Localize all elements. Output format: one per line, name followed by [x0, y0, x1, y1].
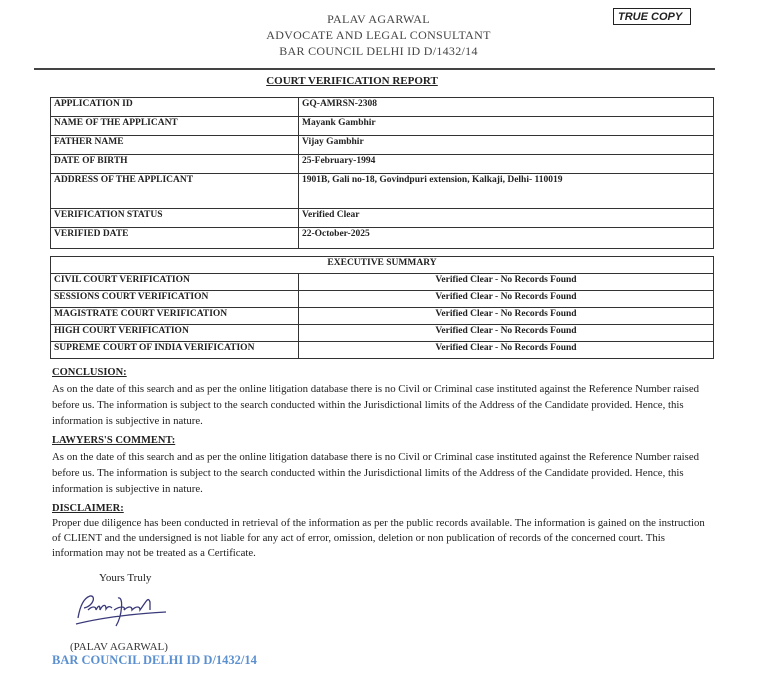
row-label: HIGH COURT VERIFICATION [51, 325, 299, 342]
conclusion-heading: CONCLUSION: [52, 367, 127, 378]
table-row [51, 291, 714, 308]
row-label: APPLICATION ID [51, 98, 299, 117]
table-row [51, 117, 714, 136]
table-row [51, 228, 714, 249]
table-row [51, 274, 714, 291]
disclaimer-section [52, 502, 712, 561]
row-label: SESSIONS COURT VERIFICATION [51, 291, 299, 308]
true-copy-stamp: TRUE COPY [613, 8, 691, 25]
lawyers-comment-heading: LAWYERS'S COMMENT: [52, 435, 176, 446]
row-value: 25-February-1994 [299, 155, 714, 174]
summary-heading: EXECUTIVE SUMMARY [51, 257, 714, 274]
signature-image [70, 588, 170, 633]
table-row [51, 308, 714, 325]
row-value: GQ-AMRSN-2308 [299, 98, 714, 117]
lawyers-comment-text: As on the date of this search and as per the online litigation database there is no Civil or Criminal case instituted against the Reference Number raised before us. The information is subject to the search conducted within the Jurisdictional limits of the Address of the Candidate provided. Hence, this information is subjective in nature. [52, 451, 700, 495]
row-label: MAGISTRATE COURT VERIFICATION [51, 308, 299, 325]
table-row [51, 155, 714, 174]
advocate-name: PALAV AGARWAL [327, 12, 430, 26]
conclusion-text: As on the date of this search and as per the online litigation database there is no Civil or Criminal case instituted against the Reference Number raised before us. The information is subject to the search conducted within the Jurisdictional limits of the Address of the Candidate provided. Hence, this information is subjective in nature. [52, 383, 700, 427]
row-value: Verified Clear - No Records Found [299, 308, 714, 325]
row-value: Verified Clear - No Records Found [299, 274, 714, 291]
disclaimer-heading: DISCLAIMER: [52, 503, 124, 514]
disclaimer-text: Proper due diligence has been conducted in retrieval of the information as per the public records available. The information is gained on the instruction of CLIENT and the undersigned is not liable for any act of error, omission, deletion or non publication of records of the concerned court. This information may not be treated as a Certificate. [52, 517, 705, 559]
advocate-bar-id: BAR COUNCIL DELHI ID D/1432/14 [279, 44, 478, 58]
row-label: VERIFIED DATE [51, 228, 299, 249]
row-label: CIVIL COURT VERIFICATION [51, 274, 299, 291]
conclusion-section [52, 365, 712, 429]
executive-summary-table [50, 256, 714, 359]
row-value: Verified Clear [299, 209, 714, 228]
signatory-bar-id: BAR COUNCIL DELHI ID D/1432/14 [52, 653, 257, 667]
row-label: NAME OF THE APPLICANT [51, 117, 299, 136]
table-row [51, 342, 714, 359]
row-label: DATE OF BIRTH [51, 155, 299, 174]
table-row [51, 209, 714, 228]
row-value: Verified Clear - No Records Found [299, 291, 714, 308]
row-label: FATHER NAME [51, 136, 299, 155]
lawyers-comment-section [52, 433, 712, 497]
closing-text: Yours Truly [99, 572, 152, 584]
row-label: VERIFICATION STATUS [51, 209, 299, 228]
applicant-details-table [50, 97, 714, 249]
table-row [51, 136, 714, 155]
table-row [51, 174, 714, 209]
row-value: Mayank Gambhir [299, 117, 714, 136]
table-row [51, 98, 714, 117]
row-label: ADDRESS OF THE APPLICANT [51, 174, 299, 209]
row-value: Verified Clear - No Records Found [299, 342, 714, 359]
signatory-name: (PALAV AGARWAL) [70, 641, 168, 653]
row-value: Verified Clear - No Records Found [299, 325, 714, 342]
table-row [51, 325, 714, 342]
row-value: Vijay Gambhir [299, 136, 714, 155]
row-value: 1901B, Gali no-18, Govindpuri extension, Kalkaji, Delhi- 110019 [299, 174, 714, 209]
advocate-role: ADVOCATE AND LEGAL CONSULTANT [266, 28, 491, 42]
row-value: 22-October-2025 [299, 228, 714, 249]
report-title: COURT VERIFICATION REPORT [266, 75, 438, 87]
header-divider [34, 68, 715, 70]
row-label: SUPREME COURT OF INDIA VERIFICATION [51, 342, 299, 359]
